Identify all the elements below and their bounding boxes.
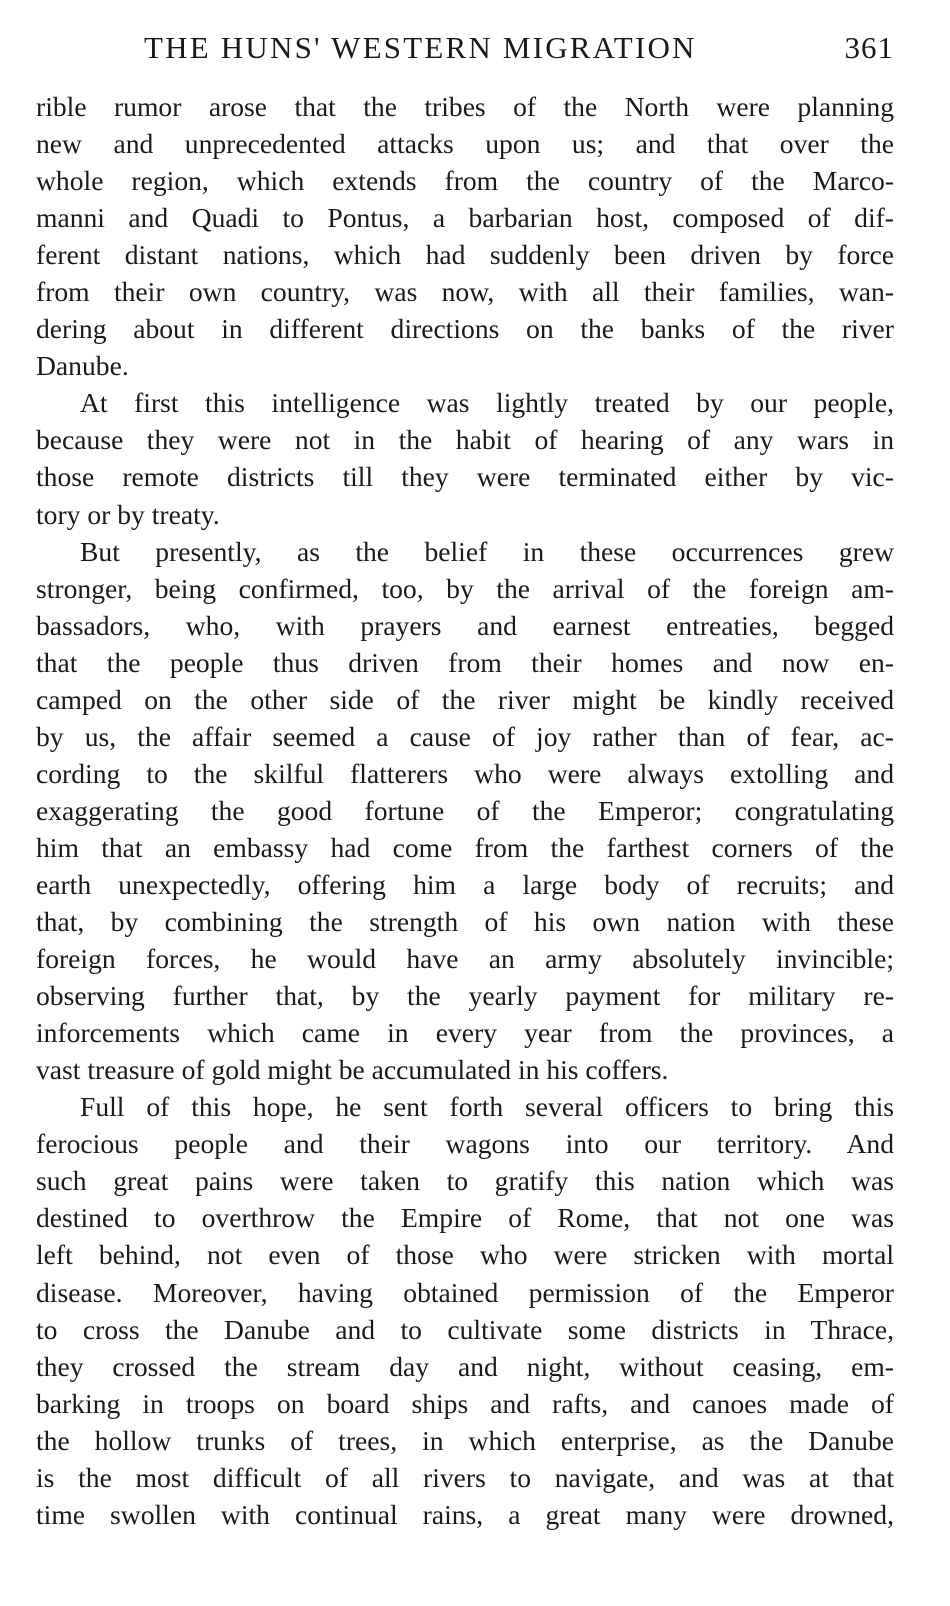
page-number: 361 (844, 30, 894, 65)
text-line: Danube. (36, 350, 129, 382)
text-line: such great pains were taken to gratify this nation which was (36, 1165, 894, 1197)
text-line: cording to the skilful flatterers who were always extolling and (36, 757, 894, 789)
text-line: bassadors, who, with prayers and earnest entreaties, begged (36, 609, 894, 641)
running-head (36, 26, 894, 70)
text-line: time swollen with continual rains, a great many were drowned, (36, 1498, 894, 1530)
text-line: ferocious people and their wagons into our territory. And (36, 1128, 894, 1160)
text-line: observing further that, by the yearly payment for military re- (36, 980, 894, 1012)
paragraph (36, 1088, 894, 1533)
text-line: disease. Moreover, having obtained permission of the Emperor (36, 1276, 894, 1308)
text-line: that the people thus driven from their homes and now en- (36, 646, 894, 678)
text-line: because they were not in the habit of hearing of any wars in (36, 424, 894, 456)
paragraph (36, 384, 894, 532)
text-line: rible rumor arose that the tribes of the North were planning (36, 91, 894, 122)
running-title: THE HUNS' WESTERN MIGRATION (144, 30, 697, 65)
text-line: But presently, as the belief in these occurrences grew (80, 535, 894, 567)
text-line: earth unexpectedly, offering him a large body of recruits; and (36, 868, 894, 900)
text-line: tory or by treaty. (36, 498, 220, 530)
text-line: exaggerating the good fortune of the Emperor; congratulating (36, 794, 894, 826)
text-line: they crossed the stream day and night, without ceasing, em- (36, 1350, 894, 1382)
text-line: him that an embassy had come from the farthest corners of the (36, 831, 894, 863)
text-line: At first this intelligence was lightly treated by our people, (80, 387, 894, 419)
text-line: whole region, which extends from the country of the Marco- (36, 165, 894, 197)
paragraph (36, 533, 894, 1089)
text-line: to cross the Danube and to cultivate some districts in Thrace, (36, 1313, 894, 1345)
text-line: foreign forces, he would have an army absolutely invincible; (36, 943, 894, 975)
text-line: dering about in different directions on the banks of the river (36, 313, 894, 345)
body-text (36, 88, 894, 1533)
text-line: the hollow trunks of trees, in which enterprise, as the Danube (36, 1424, 894, 1456)
paragraph (36, 88, 894, 384)
text-line: vast treasure of gold might be accumulated in his coffers. (36, 1054, 669, 1086)
text-line: left behind, not even of those who were stricken with mortal (36, 1239, 894, 1271)
text-line: ferent distant nations, which had suddenly been driven by force (36, 239, 894, 271)
text-line: that, by combining the strength of his own nation with these (36, 906, 894, 938)
text-line: new and unprecedented attacks upon us; and that over the (36, 128, 894, 160)
text-line: destined to overthrow the Empire of Rome, that not one was (36, 1202, 894, 1234)
text-line: stronger, being confirmed, too, by the arrival of the foreign am- (36, 572, 894, 604)
text-line: camped on the other side of the river might be kindly received (36, 683, 894, 715)
text-line: from their own country, was now, with all their families, wan- (36, 276, 894, 308)
text-line: those remote districts till they were terminated either by vic- (36, 461, 894, 493)
text-line: manni and Quadi to Pontus, a barbarian host, composed of dif- (36, 202, 894, 234)
text-line: Full of this hope, he sent forth several officers to bring this (80, 1091, 894, 1123)
text-line: is the most difficult of all rivers to navigate, and was at that (36, 1461, 894, 1493)
text-line: inforcements which came in every year from the provinces, a (36, 1017, 894, 1049)
text-line: barking in troops on board ships and rafts, and canoes made of (36, 1387, 894, 1419)
text-line: by us, the affair seemed a cause of joy rather than of fear, ac- (36, 720, 894, 752)
